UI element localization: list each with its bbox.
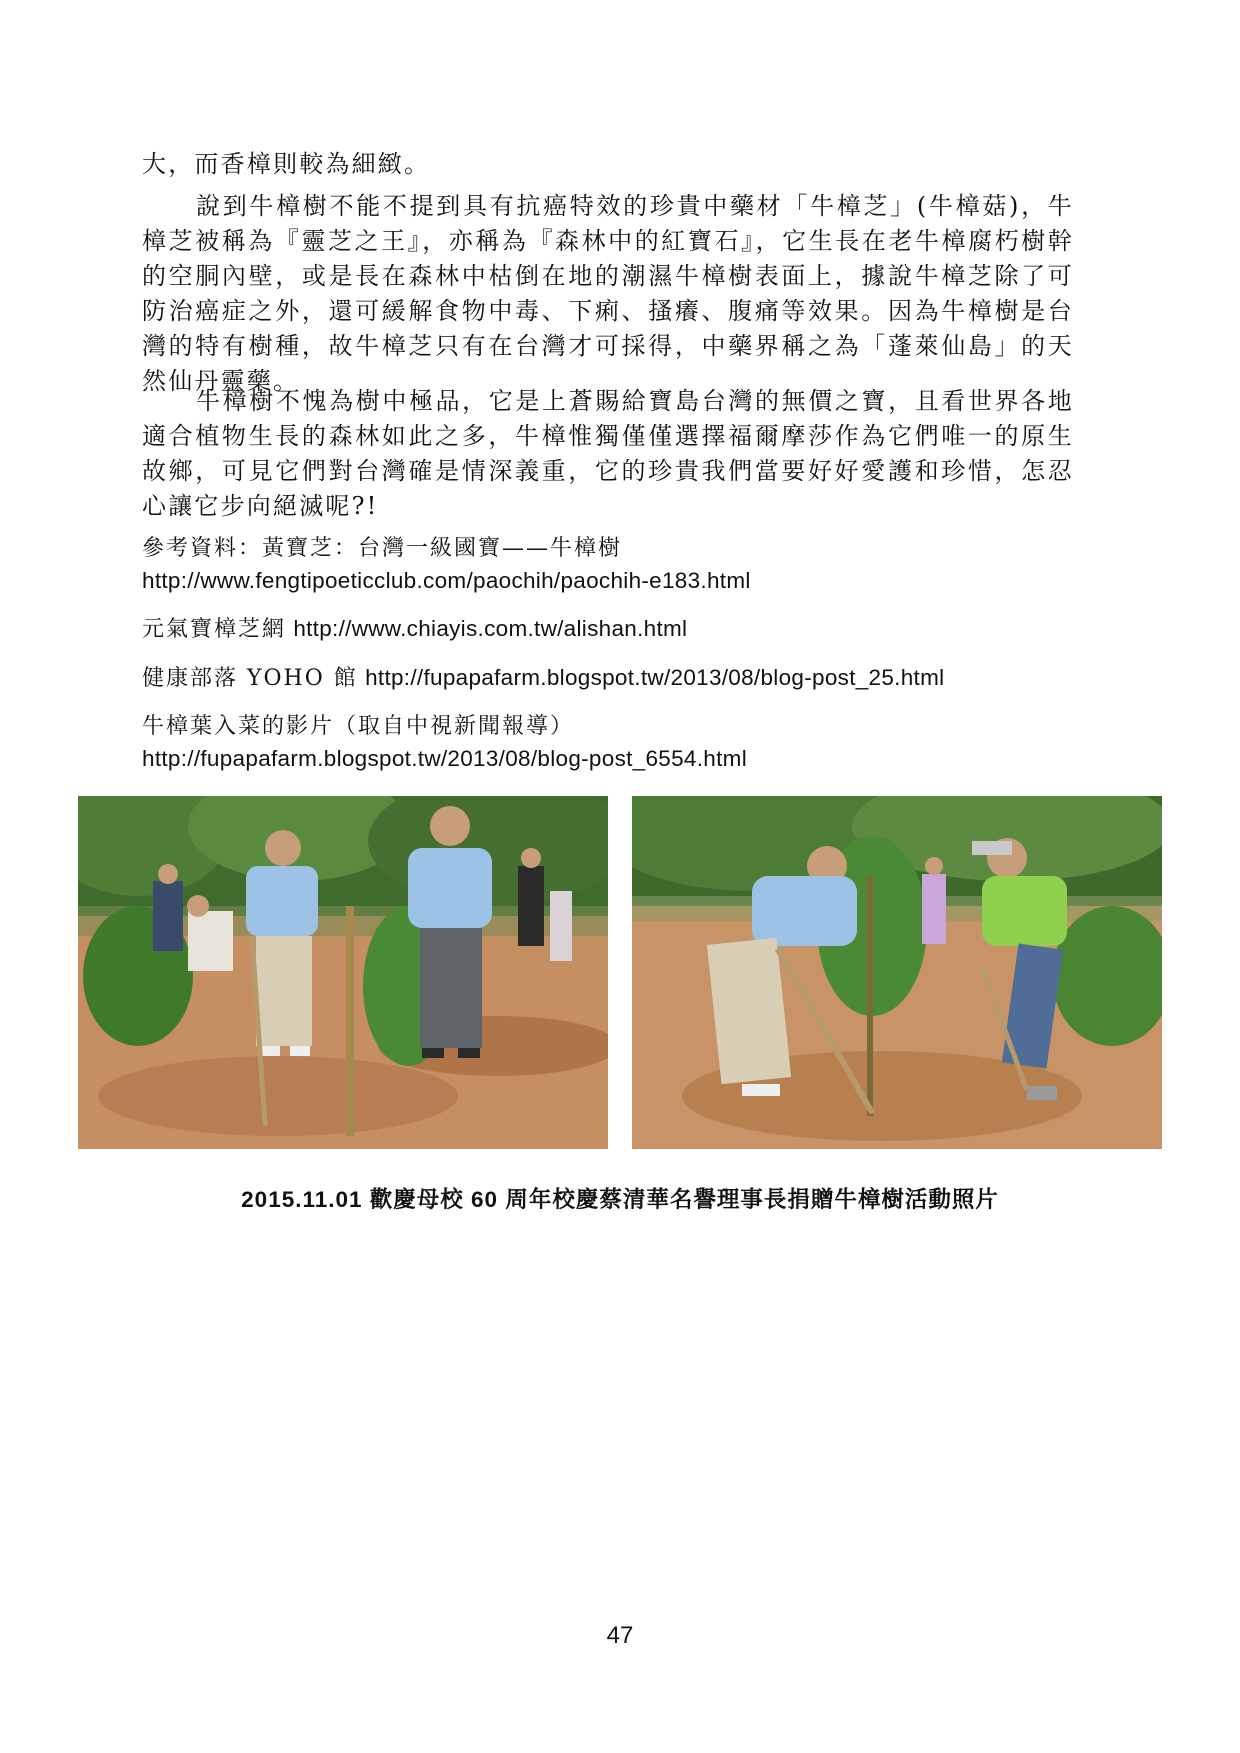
photo-caption: 2015.11.01 歡慶母校 60 周年校慶蔡清華名譽理事長捐贈牛樟樹活動照片	[241, 1187, 999, 1212]
reference-label: 健康部落 YOHO 館	[142, 666, 358, 691]
reference-item	[142, 711, 1102, 775]
reference-item	[142, 533, 1102, 597]
reference-item	[142, 613, 1102, 646]
reference-label: 參考資料：黃寶芝：台灣一級國寶——牛樟樹	[142, 536, 623, 561]
reference-link[interactable]: http://www.chiayis.com.tw/alishan.html	[293, 616, 688, 641]
reference-item	[142, 662, 1102, 695]
reference-label: 牛樟葉入菜的影片（取自中視新聞報導）	[142, 714, 575, 739]
paragraph-1: 大，而香樟則較為細緻。	[142, 150, 431, 178]
reference-list	[142, 533, 1102, 791]
page-number: 47	[606, 1622, 634, 1649]
tree-planting-photo-left	[78, 796, 608, 1149]
reference-link[interactable]: http://www.fengtipoeticclub.com/paochih/paochih-e183.html	[142, 568, 751, 593]
tree-planting-photo-right	[632, 796, 1162, 1149]
paragraph-3: 牛樟樹不愧為樹中極品，它是上蒼賜給寶島台灣的無價之寶，且看世界各地適合植物生長的森林如此之多，牛樟惟獨僅僅選擇福爾摩莎作為它們唯一的原生故鄉，可見它們對台灣確是情深義重，它的珍貴我們當要好好愛護和珍惜，怎忍心讓它步向絕滅呢?!	[142, 387, 1074, 520]
reference-label: 元氣寶樟芝網	[142, 617, 287, 642]
reference-link[interactable]: http://fupapafarm.blogspot.tw/2013/08/blog-post_25.html	[365, 665, 945, 690]
reference-link[interactable]: http://fupapafarm.blogspot.tw/2013/08/blog-post_6554.html	[142, 746, 747, 771]
paragraph-2: 說到牛樟樹不能不提到具有抗癌特效的珍貴中藥材「牛樟芝」(牛樟菇)，牛樟芝被稱為『靈芝之王』，亦稱為『森林中的紅寶石』，它生長在老牛樟腐朽樹幹的空胴內壁，或是長在森林中枯倒在地的潮濕牛樟樹表面上，據說牛樟芝除了可防治癌症之外，還可緩解食物中毒、下痢、搔癢、腹痛等效果。因為牛樟樹是台灣的特有樹種，故牛樟芝只有在台灣才可採得，中藥界稱之為「蓬萊仙島」的天然仙丹靈藥。	[142, 192, 1074, 395]
